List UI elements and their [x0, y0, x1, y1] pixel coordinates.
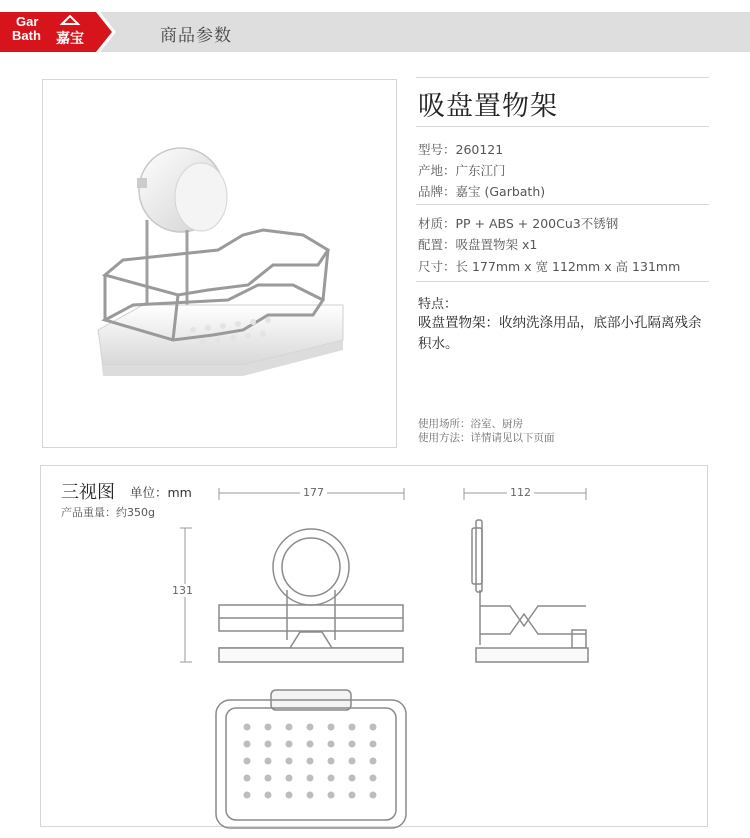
brand-logo-cn: 嘉宝: [56, 31, 84, 47]
dim-length: 177: [300, 486, 327, 499]
section-title: 商品参数: [160, 26, 232, 46]
spec-config: 配置：吸盘置物架 x1: [418, 237, 538, 252]
spec-size: 尺寸：长 177mm x 宽 112mm x 高 131mm: [418, 259, 681, 274]
spec-brand: 品牌：嘉宝 (Garbath): [418, 184, 546, 199]
usage-method: 使用方法：详情请见以下页面: [418, 432, 555, 444]
spec-model: 型号：260121: [418, 142, 504, 157]
spec-material: 材质：PP + ABS + 200Cu3不锈钢: [418, 216, 619, 231]
usage-place: 使用场所：浴室、厨房: [418, 418, 523, 430]
brand-logo: Gar Bath: [12, 14, 41, 43]
feature-heading: 特点：: [418, 297, 458, 312]
spec-origin: 产地：广东江门: [418, 163, 506, 178]
weight-label: 产品重量：约350g: [61, 506, 155, 519]
dim-width: 112: [507, 486, 534, 499]
dim-height: 131: [169, 584, 196, 597]
unit-label: 单位：mm: [130, 485, 192, 500]
three-view-title: 三视图: [61, 482, 115, 503]
product-name: 吸盘置物架: [418, 91, 558, 122]
feature-text: 吸盘置物架：收纳洗涤用品，底部小孔隔离残余积水。: [418, 315, 702, 352]
